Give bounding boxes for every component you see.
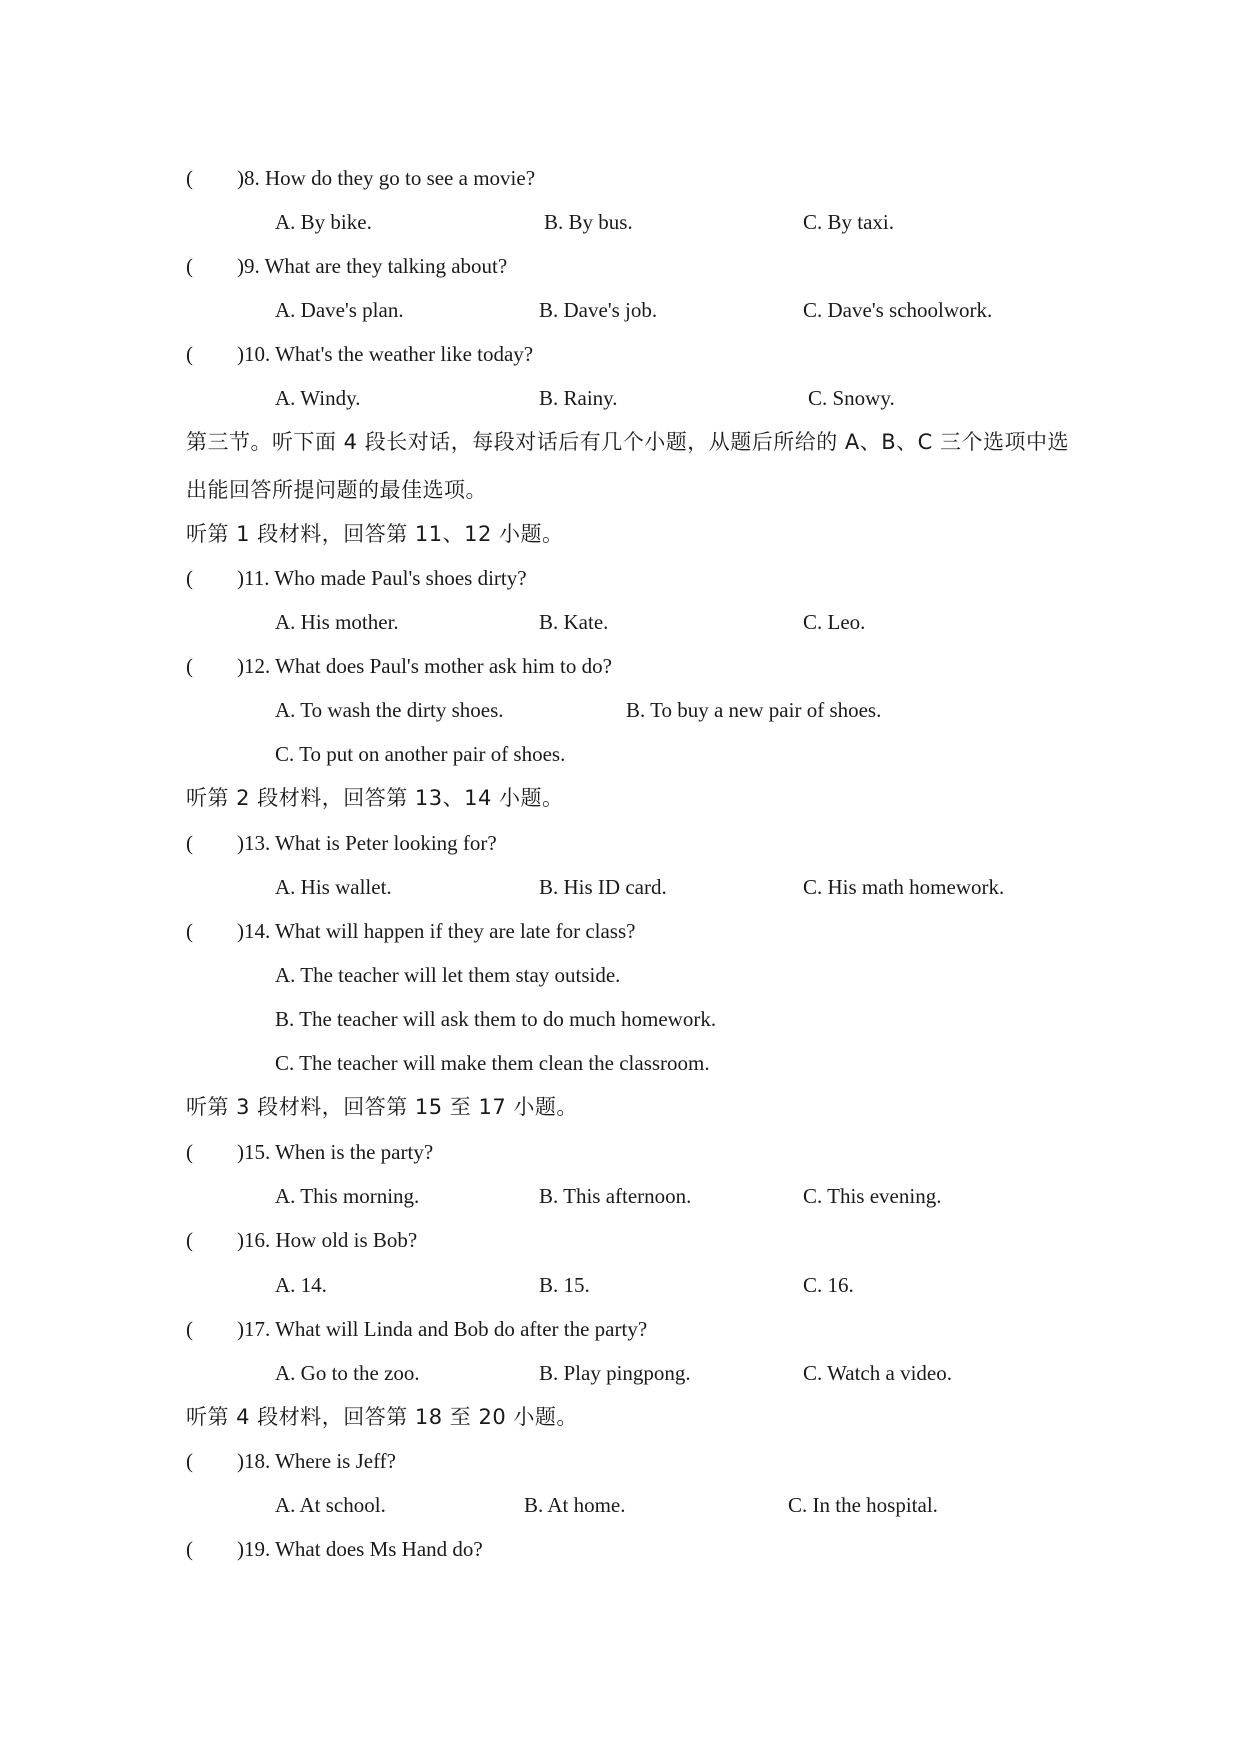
question-19: )19. What does Ms Hand do? [237,1537,483,1561]
option-10c: C. Snowy. [808,386,895,410]
option-11a: A. His mother. [275,610,399,634]
option-13b: B. His ID card. [539,875,667,899]
section-3-instruction-line2: 出能回答所提问题的最佳选项。 [186,478,487,502]
question-16: )16. How old is Bob? [237,1228,418,1252]
option-8c: C. By taxi. [803,210,895,234]
option-12c: C. To put on another pair of shoes. [275,742,566,766]
passage-1-heading: 听第 1 段材料，回答第 11、12 小题。 [186,522,564,546]
option-15b: B. This afternoon. [539,1184,692,1208]
option-17b: B. Play pingpong. [539,1361,691,1385]
answer-paren: ( [186,1317,193,1341]
option-9c: C. Dave's schoolwork. [803,298,993,322]
answer-paren: ( [186,166,193,190]
option-9b: B. Dave's job. [539,298,658,322]
passage-2-heading: 听第 2 段材料，回答第 13、14 小题。 [186,786,564,810]
option-14a: A. The teacher will let them stay outside. [275,963,621,987]
question-17: )17. What will Linda and Bob do after the party? [237,1317,648,1341]
option-14b: B. The teacher will ask them to do much homework. [275,1007,717,1031]
answer-paren: ( [186,919,193,943]
answer-paren: ( [186,1228,193,1252]
option-18c: C. In the hospital. [788,1493,938,1517]
option-10b: B. Rainy. [539,386,618,410]
option-14c: C. The teacher will make them clean the classroom. [275,1051,710,1075]
option-8b: B. By bus. [544,210,633,234]
option-16c: C. 16. [803,1273,854,1297]
option-8a: A. By bike. [275,210,372,234]
option-13c: C. His math homework. [803,875,1005,899]
option-18b: B. At home. [524,1493,626,1517]
option-15a: A. This morning. [275,1184,420,1208]
answer-paren: ( [186,1140,193,1164]
question-14: )14. What will happen if they are late for class? [237,919,636,943]
option-11b: B. Kate. [539,610,609,634]
question-18: )18. Where is Jeff? [237,1449,396,1473]
option-10a: A. Windy. [275,386,361,410]
option-17a: A. Go to the zoo. [275,1361,420,1385]
option-15c: C. This evening. [803,1184,942,1208]
answer-paren: ( [186,831,193,855]
section-3-instruction-line1: 第三节。听下面 4 段长对话，每段对话后有几个小题，从题后所给的 A、B、C 三个选项中选 [186,430,1069,454]
answer-paren: ( [186,566,193,590]
option-9a: A. Dave's plan. [275,298,404,322]
question-10: )10. What's the weather like today? [237,342,534,366]
answer-paren: ( [186,342,193,366]
option-12a: A. To wash the dirty shoes. [275,698,504,722]
answer-paren: ( [186,1537,193,1561]
option-17c: C. Watch a video. [803,1361,952,1385]
question-9: )9. What are they talking about? [237,254,508,278]
question-15: )15. When is the party? [237,1140,434,1164]
answer-paren: ( [186,1449,193,1473]
passage-3-heading: 听第 3 段材料，回答第 15 至 17 小题。 [186,1095,578,1119]
question-11: )11. Who made Paul's shoes dirty? [237,566,527,590]
option-13a: A. His wallet. [275,875,392,899]
question-13: )13. What is Peter looking for? [237,831,497,855]
question-12: )12. What does Paul's mother ask him to do? [237,654,612,678]
answer-paren: ( [186,254,193,278]
question-8: )8. How do they go to see a movie? [237,166,536,190]
option-16b: B. 15. [539,1273,590,1297]
option-18a: A. At school. [275,1493,386,1517]
option-12b: B. To buy a new pair of shoes. [626,698,882,722]
answer-paren: ( [186,654,193,678]
option-11c: C. Leo. [803,610,866,634]
option-16a: A. 14. [275,1273,327,1297]
passage-4-heading: 听第 4 段材料，回答第 18 至 20 小题。 [186,1405,578,1429]
